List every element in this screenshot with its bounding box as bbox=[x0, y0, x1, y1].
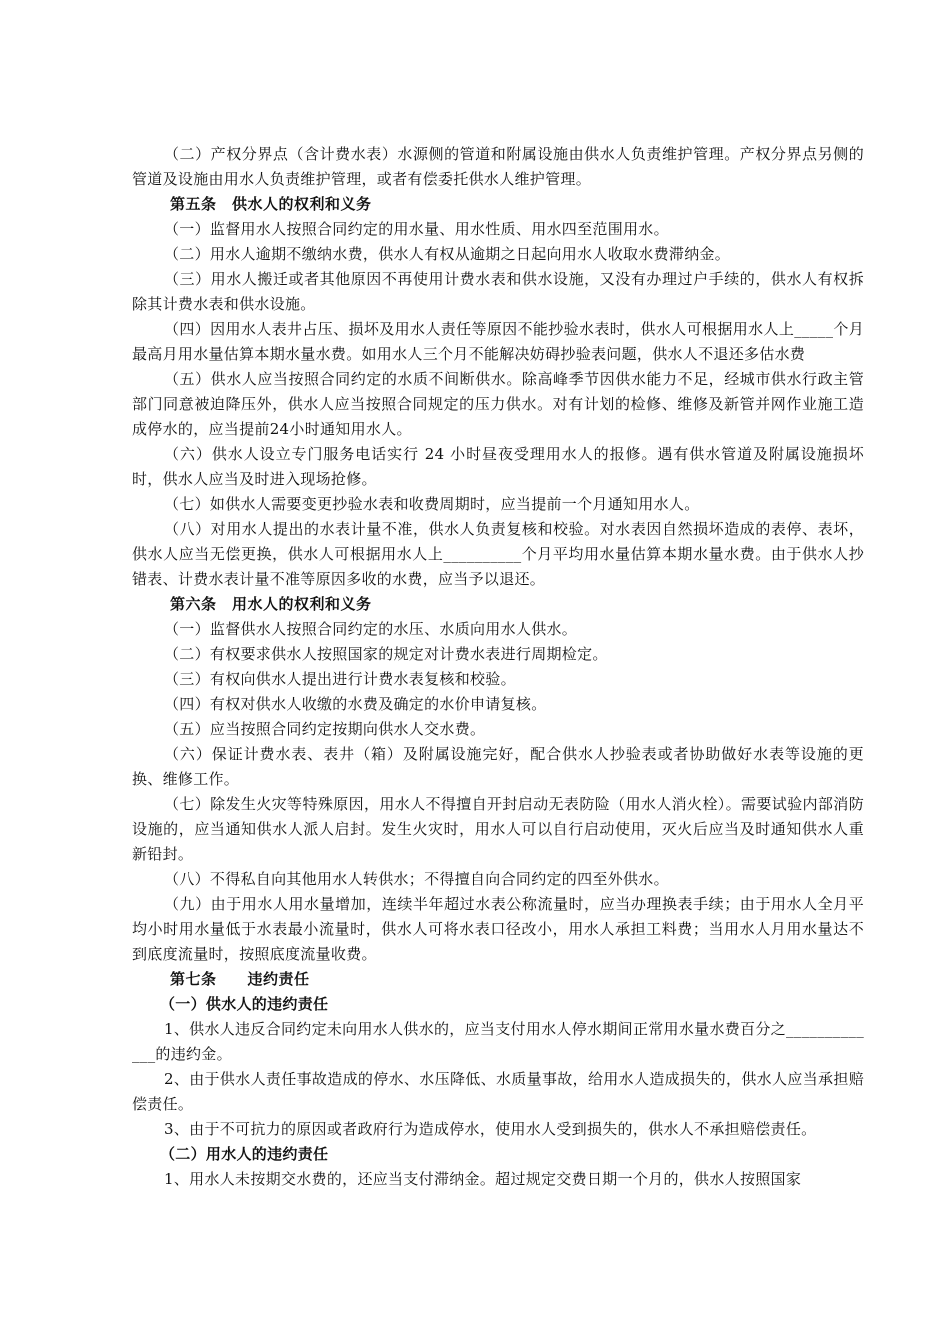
section-heading-article-6: 第六条 用水人的权利和义务 bbox=[170, 595, 372, 613]
paragraph: 2、由于供水人责任事故造成的停水、水压降低、水质量事故，给用水人造成损失的，供水人应当承担赔偿责任。 bbox=[132, 1070, 864, 1113]
paragraph: （四）因用水人表井占压、损坏及用水人责任等原因不能抄验水表时，供水人可根据用水人上_____个月最高月用水量估算本期水量水费。如用水人三个月不能解决妨碍抄验表问题，供水人不退还多估水费 bbox=[132, 320, 864, 363]
subheading-user-liability: （二）用水人的违约责任 bbox=[160, 1145, 329, 1163]
paragraph: （一）监督供水人按照合同约定的水压、水质向用水人供水。 bbox=[164, 620, 578, 638]
paragraph: 3、由于不可抗力的原因或者政府行为造成停水，使用水人受到损失的，供水人不承担赔偿责任。 bbox=[164, 1120, 817, 1138]
paragraph: （五）供水人应当按照合同约定的水质不间断供水。除高峰季节因供水能力不足，经城市供水行政主管部门同意被迫降压外，供水人应当按照合同规定的压力供水。对有计划的检修、维修及新管并网作业施工造成停水的，应当提前24小时通知用水人。 bbox=[132, 370, 864, 438]
paragraph: （九）由于用水人用水量增加，连续半年超过水表公称流量时，应当办理换表手续；由于用水人全月平均小时用水量低于水表最小流量时，供水人可将水表口径改小，用水人承担工料费；当用水人月用水量达不到底度流量时，按照底度流量收费。 bbox=[132, 895, 864, 963]
paragraph: （二）用水人逾期不缴纳水费，供水人有权从逾期之日起向用水人收取水费滞纳金。 bbox=[164, 245, 731, 263]
paragraph: （六）保证计费水表、表井（箱）及附属设施完好，配合供水人抄验表或者协助做好水表等设施的更换、维修工作。 bbox=[132, 745, 864, 788]
paragraph: （五）应当按照合同约定按期向供水人交水费。 bbox=[164, 720, 486, 738]
paragraph: （三）用水人搬迁或者其他原因不再使用计费水表和供水设施，又没有办理过户手续的，供水人有权拆除其计费水表和供水设施。 bbox=[132, 270, 864, 313]
paragraph: （七）如供水人需要变更抄验水表和收费周期时，应当提前一个月通知用水人。 bbox=[164, 495, 700, 513]
section-heading-article-5: 第五条 供水人的权利和义务 bbox=[170, 195, 372, 213]
paragraph: 1、用水人未按期交水费的，还应当支付滞纳金。超过规定交费日期一个月的，供水人按照国家 bbox=[164, 1170, 802, 1188]
paragraph: （八）不得私自向其他用水人转供水；不得擅自向合同约定的四至外供水。 bbox=[164, 870, 669, 888]
paragraph: 1、供水人违反合同约定未向用水人供水的，应当支付用水人停水期间正常用水量水费百分之_____________的违约金。 bbox=[132, 1020, 864, 1063]
paragraph: （二）产权分界点（含计费水表）水源侧的管道和附属设施由供水人负责维护管理。产权分界点另侧的管道及设施由用水人负责维护管理，或者有偿委托供水人维护管理。 bbox=[132, 145, 864, 188]
paragraph: （七）除发生火灾等特殊原因，用水人不得擅自开封启动无表防险（用水人消火栓）。需要试验内部消防设施的，应当通知供水人派人启封。发生火灾时，用水人可以自行启动使用，灭火后应当及时通知供水人重新铅封。 bbox=[132, 795, 864, 863]
paragraph: （三）有权向供水人提出进行计费水表复核和校验。 bbox=[164, 670, 516, 688]
paragraph: （六）供水人设立专门服务电话实行 24 小时昼夜受理用水人的报修。遇有供水管道及附属设施损坏时，供水人应当及时进入现场抢修。 bbox=[132, 445, 864, 488]
document-body bbox=[132, 142, 864, 1192]
paragraph: （八）对用水人提出的水表计量不准，供水人负责复核和校验。对水表因自然损坏造成的表停、表坏，供水人应当无偿更换，供水人可根据用水人上__________个月平均用水量估算本期水量水费。由于供水人抄错表、计费水表计量不准等原因多收的水费，应当予以退还。 bbox=[132, 520, 864, 588]
paragraph: （二）有权要求供水人按照国家的规定对计费水表进行周期检定。 bbox=[164, 645, 608, 663]
section-heading-article-7: 第七条 违约责任 bbox=[170, 970, 310, 988]
paragraph: （四）有权对供水人收缴的水费及确定的水价申请复核。 bbox=[164, 695, 547, 713]
paragraph: （一）监督用水人按照合同约定的用水量、用水性质、用水四至范围用水。 bbox=[164, 220, 669, 238]
subheading-supplier-liability: （一）供水人的违约责任 bbox=[160, 995, 329, 1013]
